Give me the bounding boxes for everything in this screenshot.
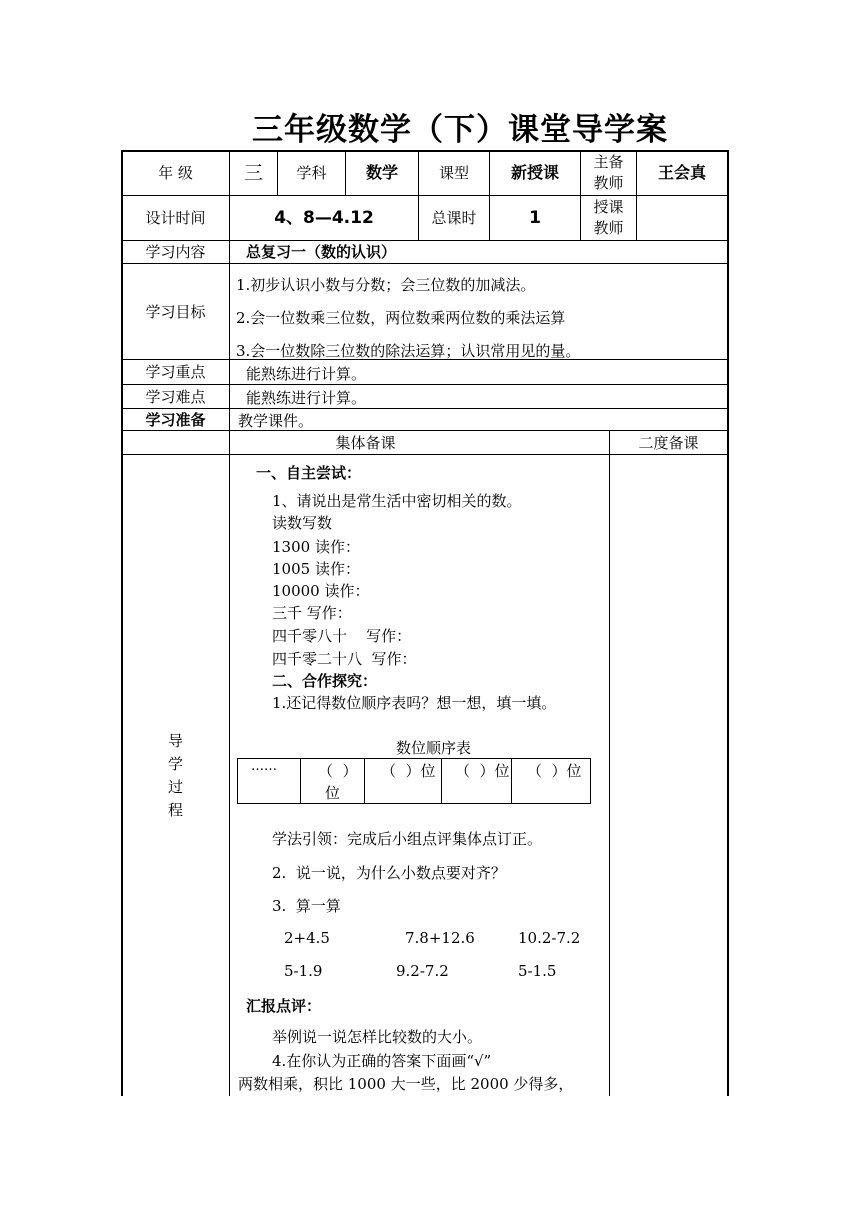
- teaching-teacher-value: [637, 196, 727, 240]
- lead-teacher-label-line1: 主备: [593, 153, 624, 171]
- process-label-char: 程: [167, 801, 183, 819]
- difficulty-label: 学习难点: [145, 387, 206, 406]
- difficulty-value: 能熟练进行计算。: [246, 389, 367, 407]
- goals-label: 学习目标: [145, 302, 206, 321]
- lesson-type-value: 新授课: [510, 163, 559, 183]
- content-value: 总复习一（数的认识）: [246, 243, 397, 261]
- place-cell: （ ）位: [527, 762, 582, 780]
- exercise-item: 10000 读作：: [272, 582, 370, 600]
- paragraph-1: 1.还记得数位顺序表吗？想一想，填一填。: [272, 694, 557, 712]
- paragraph-2: 2. 说一说，为什么小数点要对齐？: [272, 864, 506, 882]
- section1-title: 一、自主尝试：: [256, 464, 362, 482]
- lead-teacher-label: [581, 151, 636, 195]
- read-write-heading: 读数写数: [272, 514, 333, 532]
- calc-item: 5-1.5: [518, 962, 557, 980]
- exercise-item: 四千零二十八 写作：: [272, 650, 417, 668]
- calc-item: 5-1.9: [284, 962, 323, 980]
- key-value: 能熟练进行计算。: [246, 365, 367, 383]
- exercise-item: 1300 读作：: [272, 538, 360, 556]
- place-cell: （ ）位: [381, 762, 436, 780]
- lesson-type-label: 课型: [438, 164, 469, 182]
- grade-label: 年 级: [158, 164, 193, 182]
- page-title: 三年级数学（下）课堂导学案: [252, 112, 668, 148]
- paragraph-3: 3. 算一算: [272, 897, 341, 915]
- grade-value: 三: [243, 161, 263, 184]
- prep-value: 教学课件。: [238, 412, 314, 430]
- place-cell: （ ）位: [455, 762, 510, 780]
- place-table-caption: 数位顺序表: [396, 739, 472, 757]
- goal-item-1: 1.初步认识小数与分数；会三位数的加减法。: [236, 276, 536, 294]
- lead-teacher-value: 王会真: [657, 163, 706, 183]
- place-cell: （ ）: [318, 762, 358, 780]
- place-cell: ……: [251, 759, 277, 774]
- process-label-char: 过: [167, 778, 183, 796]
- exercise-item: 三千 写作：: [272, 604, 352, 622]
- subject-label: 学科: [296, 164, 327, 182]
- content-label: 学习内容: [145, 243, 206, 261]
- teaching-teacher-label-line2: 教师: [593, 219, 624, 237]
- place-cell: 位: [325, 784, 341, 802]
- teaching-teacher-label-line1: 授课: [593, 198, 624, 216]
- goal-item-3: 3.会一位数除三位数的除法运算；认识常用见的量。: [236, 342, 581, 360]
- process-label-char: 学: [167, 755, 183, 773]
- goal-item-2: 2.会一位数乘三位数，两位数乘两位数的乘法运算: [236, 309, 566, 327]
- paragraph-4: 4.在你认为正确的答案下面画“√”: [272, 1052, 492, 1070]
- teaching-teacher-label: [581, 196, 636, 240]
- process-label: [122, 728, 229, 824]
- lead-teacher-label-line2: 教师: [593, 174, 624, 192]
- calc-item: 7.8+12.6: [405, 929, 475, 947]
- second-prep-header: 二度备课: [638, 433, 699, 452]
- key-label: 学习重点: [145, 363, 206, 381]
- prep-label: 学习准备: [145, 410, 206, 429]
- calc-item: 10.2-7.2: [518, 929, 581, 947]
- design-time-label: 设计时间: [145, 209, 206, 227]
- calc-item: 2+4.5: [284, 929, 330, 947]
- method-guide: 学法引领：完成后小组点评集体点订正。: [272, 830, 543, 848]
- collective-prep-header: 集体备课: [335, 433, 396, 452]
- design-time-value: 4、8—4.12: [274, 207, 374, 228]
- section2-title: 二、合作探究：: [272, 672, 378, 690]
- exercise-item: 1005 读作：: [272, 560, 360, 578]
- total-hours-value: 1: [529, 207, 541, 228]
- subject-value: 数学: [365, 163, 398, 183]
- paragraph-compare: 举例说一说怎样比较数的大小。: [272, 1028, 483, 1046]
- total-hours-label: 总课时: [431, 209, 477, 227]
- report-title: 汇报点评：: [246, 997, 322, 1015]
- paragraph-5: 两数相乘，积比 1000 大一些，比 2000 少得多，: [238, 1075, 574, 1093]
- process-label-char: 导: [167, 732, 183, 750]
- exercise-item: 四千零八十 写作：: [272, 627, 412, 645]
- calc-item: 9.2-7.2: [396, 962, 449, 980]
- question-1: 1、请说出是常生活中密切相关的数。: [272, 492, 522, 510]
